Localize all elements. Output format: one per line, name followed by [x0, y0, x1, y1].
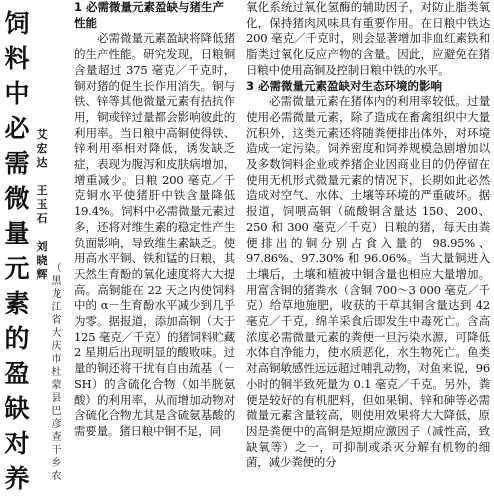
left-text-column: [74, 0, 235, 440]
affiliation-char: 县: [51, 393, 62, 404]
affiliation-char: 省: [51, 315, 62, 326]
author-char: 艾: [36, 128, 48, 141]
authors-vertical: [36, 128, 48, 282]
affiliation-char: 乡: [51, 458, 62, 469]
title-char: 缺: [4, 394, 30, 423]
title-char: 元: [4, 254, 30, 283]
affiliation-char: 大: [51, 328, 62, 339]
title-char: 量: [4, 219, 30, 248]
article-title-vertical: [4, 6, 30, 496]
affiliation-char: 干: [51, 445, 62, 456]
affiliation-char: 江: [51, 302, 62, 313]
affiliation-char: 庆: [51, 341, 62, 352]
affiliation-char: （: [51, 263, 62, 274]
title-char: 的: [4, 324, 30, 353]
title-char: 必: [4, 114, 30, 143]
affiliation-char: 黑: [51, 276, 62, 287]
title-char: 中: [4, 79, 30, 108]
title-char: 对: [4, 429, 30, 458]
affiliation-char: 巴: [51, 406, 62, 417]
author-char: [40, 226, 44, 240]
title-char: 盈: [4, 359, 30, 388]
title-char: 需: [4, 149, 30, 178]
author-char: 达: [36, 156, 48, 169]
author-char: 晓: [36, 254, 48, 267]
title-char: 饲: [4, 9, 30, 38]
affiliation-char: 彦: [51, 419, 62, 430]
title-char: 微: [4, 184, 30, 213]
author-char: 石: [36, 212, 48, 225]
section-2-continuation: 氧化系统过氧化氢酶的辅助因子，对防止脂类氧化，保持猪肉风味具有重要作用。在日粮中铁达 200 毫克／千克时，则会显著增加非血红素铁和脂类过氧化反应产物的含量。因此，应避免在猪日粮中使用高铜及控制日粮中铁的水平。: [246, 0, 490, 77]
author-char: 宏: [36, 142, 48, 155]
right-text-column: [246, 0, 490, 471]
section-heading-1: 1 必需微量元素盈缺与猪生产性能: [74, 0, 225, 30]
section-1-paragraph: 必需微量元素盈缺将降低猪的生产性能。研究发现，日粮铜含量超过 375 毫克／千克时，铜对猪的促生长作用消失。铜与铁、锌等其他微量元素有拮抗作用，铜或锌过量都会影响彼此的利用率。当日粮中高铜使得铁、锌利用率相对降低，诱发缺乏症，表现为腹泻和皮肤病增加，增重减少。日粮 200 毫克／千克铜水平使猪肝中铁含量降低 19.4%。饲料中必需微量元素过多，还将对维生素的稳定性产生负面影响，导致维生素缺乏。使用高水平铜、铁和锰的日粮，其天然生育酚的氧化速度将大大提高。高铜能在 22 天之内使饲料中的 α－生育酚水平减少到几乎为零。据报道，添加高铜（大于 125 毫克／千克）的猪饲料贮藏 2 星期后出现明显的酸败味。过量的铜还将干扰有自由巯基（－SH）的含硫化合物（如半胱氨酸）的利用率，从而增加动物对含硫化合物尤其是含硫氨基酸的需要量。猪日粮中铜不足，同: [74, 31, 235, 438]
title-char: 养: [4, 464, 30, 493]
section-3-paragraph: 必需微量元素在猪体内的利用率较低。过量使用必需微量元素，除了造成在畜禽组织中大量沉积外，这类元素还将随粪便排出体外，对环境造成一定污染。饲养密度和饲养规模急剧增加以及多数饲料企业或养猪企业因商业目的仍停留在使用无机形式微量元素的情况下，长期如此必然造成对空气、水体、土壤等环境的严重破坏。据报道，饲喂高铜（硫酸铜含量达 150、200、250 和 300 毫克／千克）日粮的猪，每天由粪便排出的铜分别占食入量的 98.95%、97.86%、97.30% 和 96.06%。当大量铜进入土壤后，土壤和植被中铜含量也相应大量增加。用富含铜的猪粪水（含铜 700～3 000 毫克／千克）给草地施肥，收获的干草其铜含量达到 42 毫克／千克，绵羊采食后即发生中毒死亡。含高浓度必需微量元素的粪便一旦污染水源，可降低水体自净能力，使水质恶化，水生物死亡。鱼类对高铜敏感性远远超过哺乳动物，对鱼来说，96 小时的铜半致死量为 0.1 毫克／千克。另外，粪便是较好的有机肥料，但如果铜、锌和砷等必需微量元素含量较高，则使用效果将大大降低，原因是粪便中的高铜是短期应激因子（减性高，致缺氧等）之一，可抑制或杀灭分解有机物的细菌，减少粪便的分: [246, 94, 490, 470]
affiliation-char: 查: [51, 432, 62, 443]
section-heading-3: 3 必需微量元素盈缺对生态环境的影响: [246, 78, 443, 93]
affiliation-char: 龙: [51, 289, 62, 300]
affiliation-char: 农: [51, 471, 62, 482]
affiliation-vertical: [50, 262, 63, 483]
title-char: 素: [4, 289, 30, 318]
affiliation-char: 蒙: [51, 380, 62, 391]
author-char: 辉: [36, 268, 48, 281]
title-char: 料: [4, 44, 30, 73]
affiliation-char: 市: [51, 354, 62, 365]
author-char: [40, 170, 44, 184]
author-char: 王: [36, 184, 48, 197]
author-char: 玉: [36, 198, 48, 211]
author-char: 刘: [36, 240, 48, 253]
affiliation-char: 杜: [51, 367, 62, 378]
